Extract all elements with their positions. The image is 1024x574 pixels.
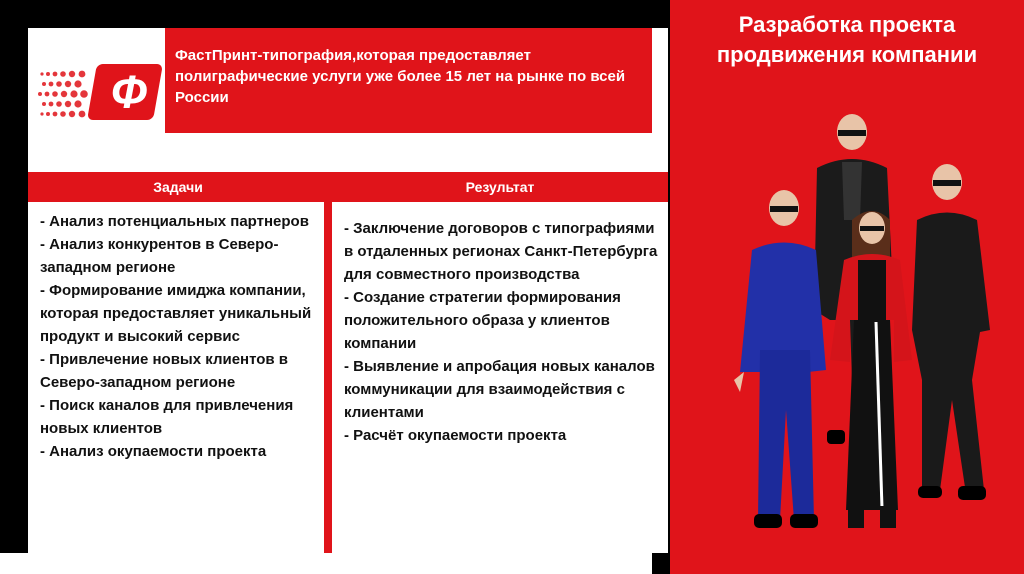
list-item: - Формирование имиджа компании, которая предоставляет уникальный продукт и высокий сервис (40, 282, 312, 345)
team-photo (722, 110, 1022, 570)
tasks-heading: Задачи (153, 179, 203, 195)
list-item: - Привлечение новых клиентов в Северо-западном регионе (40, 351, 289, 391)
list-item: - Создание стратегии формирования положительного образа у клиентов компании (344, 289, 621, 352)
list-item: - Заключение договоров с типографиями в отдаленных регионах Санкт-Петербурга для совместного производства (344, 220, 658, 283)
list-item: - Анализ окупаемости проекта (40, 443, 267, 460)
results-column (332, 202, 668, 553)
tasks-column (28, 202, 332, 553)
tasks-list (40, 210, 322, 463)
results-list (344, 217, 664, 447)
logo-area (30, 34, 165, 139)
logo-letter: Ф (111, 66, 147, 118)
company-description: ФастПринт-типография,которая предоставляет полиграфические услуги уже более 15 лет на рынке по всей России (175, 47, 626, 106)
list-item: - Анализ потенциальных партнеров (40, 213, 309, 230)
bottom-strip (0, 553, 652, 574)
person-right (912, 164, 990, 500)
list-item: - Анализ конкурентов в Северо-западном регионе (40, 236, 279, 276)
result-heading: Результат (465, 179, 535, 195)
list-item: - Выявление и апробация новых каналов коммуникации для взаимодействия с клиентами (344, 358, 655, 421)
list-item: - Поиск каналов для привлечения новых клиентов (40, 397, 294, 437)
list-item: - Расчёт окупаемости проекта (344, 427, 567, 444)
person-left (734, 190, 826, 528)
band-edge (0, 172, 28, 202)
slide-title: Разработка проекта продвижения компании (716, 12, 978, 67)
